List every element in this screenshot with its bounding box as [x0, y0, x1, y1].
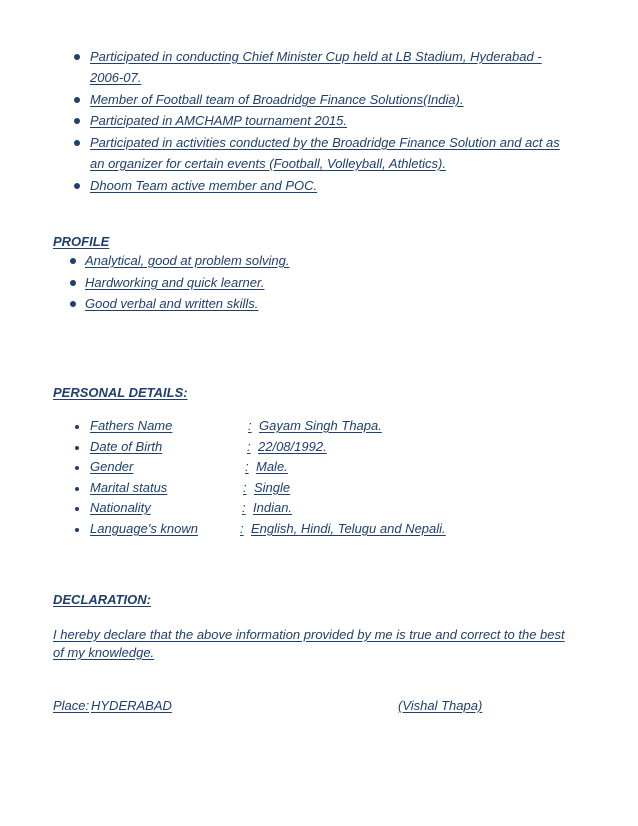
activity-item-4-line2: an organizer for certain events (Football, Volleyball, Athletics).: [90, 156, 446, 171]
signature-name: (Vishal Thapa): [398, 698, 483, 713]
detail-separator: :: [245, 459, 249, 474]
bullet: [74, 118, 80, 124]
detail-label-fathers-name: Fathers Name: [90, 418, 173, 433]
declaration-text-line1: I hereby declare that the above information provided by me is true and correct to the best: [53, 627, 565, 642]
personal-details-heading: PERSONAL DETAILS:: [53, 385, 188, 400]
activity-item-3: Participated in AMCHAMP tournament 2015.: [90, 113, 347, 128]
bullet: [75, 487, 79, 491]
bullet: [75, 507, 79, 511]
detail-label-marital-status: Marital status: [90, 480, 168, 495]
detail-value-marital-status: Single: [254, 480, 291, 495]
detail-separator: :: [240, 521, 244, 536]
detail-value-fathers-name: Gayam Singh Thapa.: [259, 418, 382, 433]
bullet: [75, 528, 79, 532]
bullet: [74, 97, 80, 103]
place-value: HYDERABAD: [91, 698, 172, 713]
bullet: [75, 446, 79, 450]
detail-label-gender: Gender: [90, 459, 134, 474]
detail-label-nationality: Nationality: [90, 500, 151, 515]
activity-item-2: Member of Football team of Broadridge Finance Solutions(India).: [90, 92, 464, 107]
declaration-text-line2: of my knowledge.: [53, 645, 155, 660]
detail-label-date-of-birth: Date of Birth: [90, 439, 163, 454]
detail-value-gender: Male.: [256, 459, 288, 474]
activity-item-1-line2: 2006-07.: [90, 70, 142, 85]
activity-item-1-line1: Participated in conducting Chief Minister Cup held at LB Stadium, Hyderabad -: [90, 49, 542, 64]
bullet: [75, 466, 79, 470]
declaration-heading: DECLARATION:: [53, 592, 151, 607]
bullet: [74, 54, 80, 60]
profile-item-1: Analytical, good at problem solving.: [85, 253, 290, 268]
bullet: [70, 258, 76, 264]
activity-item-5: Dhoom Team active member and POC.: [90, 178, 318, 193]
activity-item-4-line1: Participated in activities conducted by the Broadridge Finance Solution and act as: [90, 135, 560, 150]
detail-label-languages-known: Language's known: [90, 521, 199, 536]
detail-separator: :: [248, 418, 252, 433]
profile-heading: PROFILE: [53, 234, 110, 249]
detail-value-nationality: Indian.: [253, 500, 293, 515]
detail-separator: :: [247, 439, 251, 454]
bullet: [75, 425, 79, 429]
profile-item-3: Good verbal and written skills.: [85, 296, 259, 311]
detail-value-languages-known: English, Hindi, Telugu and Nepali.: [251, 521, 446, 536]
detail-separator: :: [242, 500, 246, 515]
bullet: [70, 301, 76, 307]
detail-value-date-of-birth: 22/08/1992.: [258, 439, 327, 454]
bullet: [74, 183, 80, 189]
place-label: Place:: [53, 698, 90, 713]
bullet: [74, 140, 80, 146]
detail-separator: :: [243, 480, 247, 495]
bullet: [70, 280, 76, 286]
profile-item-2: Hardworking and quick learner.: [85, 275, 265, 290]
